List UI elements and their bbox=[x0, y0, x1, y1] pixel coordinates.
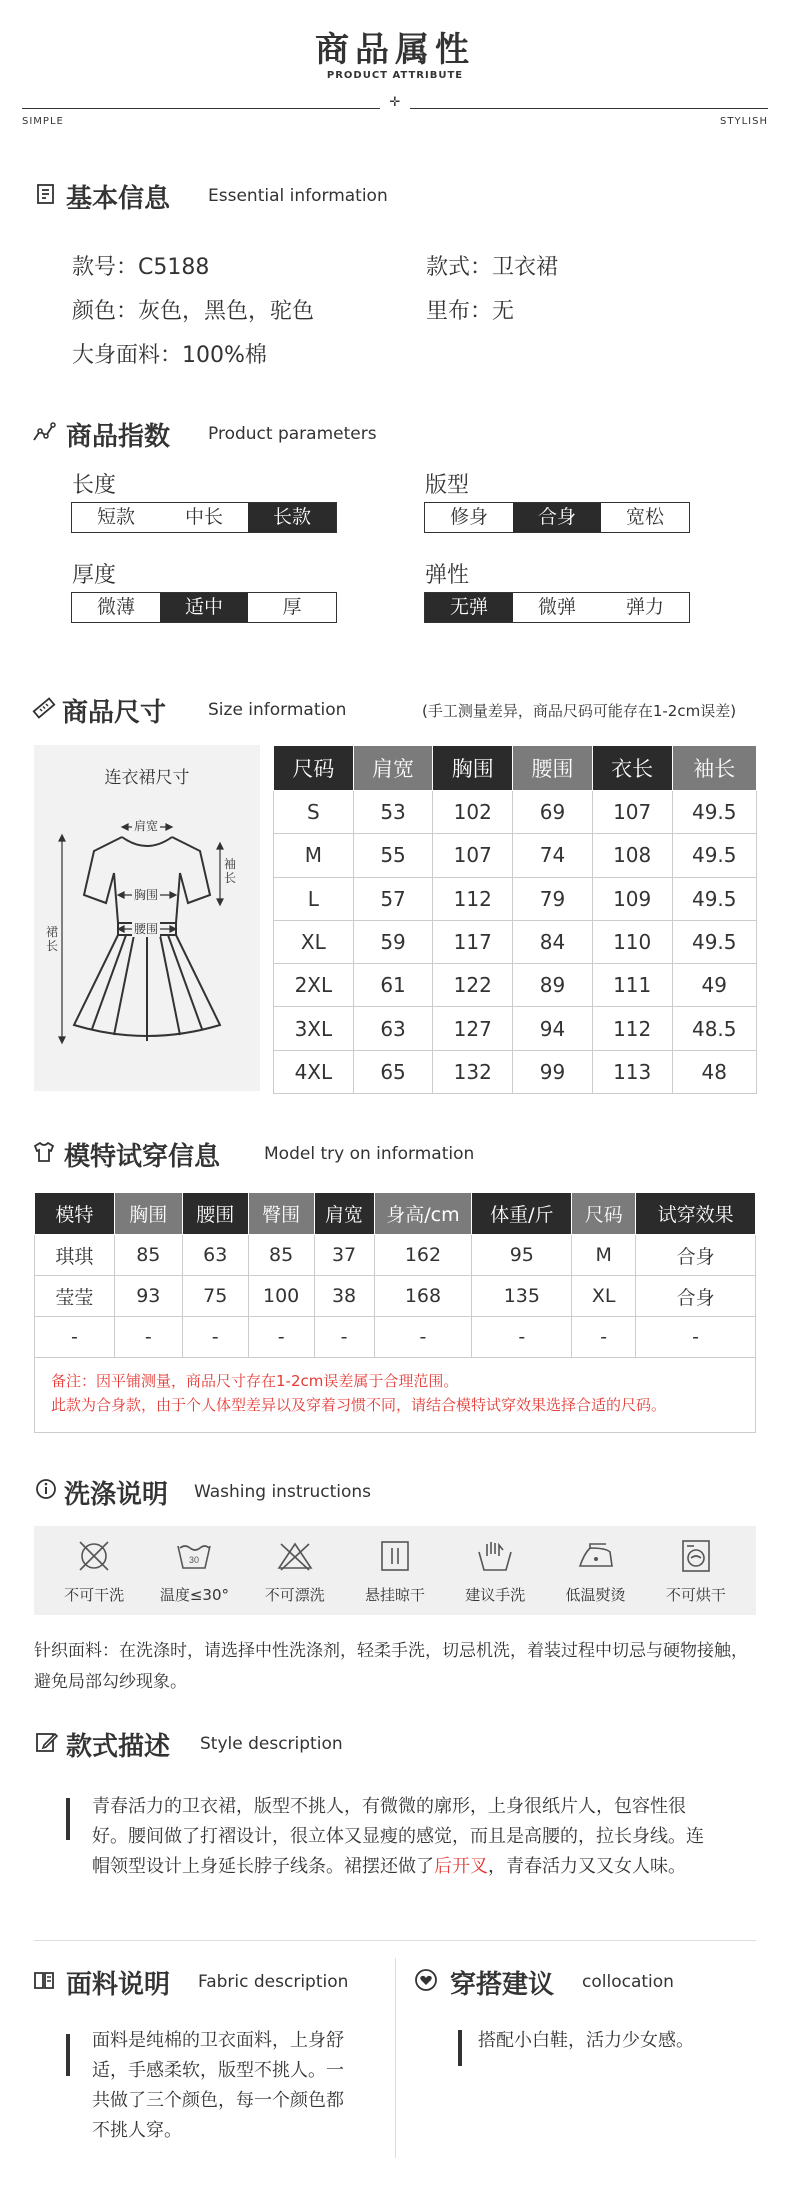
table-cell: 48.5 bbox=[672, 1007, 756, 1050]
header-divider-right bbox=[410, 108, 768, 109]
table-header-row bbox=[35, 1193, 756, 1235]
table-cell: 117 bbox=[433, 920, 513, 963]
table-cell: 95 bbox=[472, 1235, 572, 1276]
column-divider bbox=[395, 1958, 396, 2158]
table-cell: 55 bbox=[353, 834, 433, 877]
wash-item bbox=[553, 1536, 639, 1605]
label-length: 裙长 bbox=[46, 925, 59, 953]
model-table bbox=[34, 1192, 756, 1358]
table-cell: 111 bbox=[592, 964, 672, 1007]
table-row bbox=[35, 1276, 756, 1317]
wash-item bbox=[51, 1536, 137, 1605]
wash-icons-bar bbox=[34, 1526, 756, 1615]
label-shoulder: 肩宽 bbox=[134, 819, 159, 833]
document-icon bbox=[34, 182, 58, 206]
table-cell: - bbox=[572, 1317, 636, 1358]
table-cell: 102 bbox=[433, 791, 513, 834]
divider bbox=[34, 1940, 756, 1941]
param-option-selected: 合身 bbox=[513, 503, 601, 532]
table-cell: 110 bbox=[592, 920, 672, 963]
param-option: 微薄 bbox=[96, 596, 135, 618]
wash-item bbox=[151, 1536, 237, 1605]
wash-label: 不可干洗 bbox=[64, 1586, 125, 1604]
wash-label: 低温熨烫 bbox=[565, 1586, 626, 1604]
no-dryer-icon bbox=[676, 1536, 716, 1576]
param-option: 中长 bbox=[184, 506, 223, 528]
table-cell: 109 bbox=[592, 877, 672, 920]
wash-label: 不可漂洗 bbox=[264, 1586, 325, 1604]
table-cell: 79 bbox=[513, 877, 593, 920]
label-chest: 胸围 bbox=[134, 888, 159, 902]
table-cell: 38 bbox=[314, 1276, 374, 1317]
table-cell: 合身 bbox=[636, 1235, 756, 1276]
table-cell: 65 bbox=[353, 1050, 433, 1093]
table-cell: M bbox=[572, 1235, 636, 1276]
wash-label: 悬挂晾干 bbox=[364, 1586, 425, 1604]
table-cell: 48 bbox=[672, 1050, 756, 1093]
section-title-basic-en: Essential information bbox=[208, 186, 388, 206]
size-error-note: (手工测量差异，商品尺码可能存在1-2cm误差) bbox=[422, 702, 737, 720]
table-cell: 莹莹 bbox=[35, 1276, 115, 1317]
table-cell: - bbox=[636, 1317, 756, 1358]
table-cell: 74 bbox=[513, 834, 593, 877]
table-cell: 122 bbox=[433, 964, 513, 1007]
param-option-selected: 无弹 bbox=[425, 593, 513, 622]
wash-item bbox=[252, 1536, 338, 1605]
table-cell: XL bbox=[274, 920, 354, 963]
table-row bbox=[35, 1317, 756, 1358]
table-cell: 108 bbox=[592, 834, 672, 877]
edit-icon bbox=[34, 1730, 58, 1754]
table-cell: 85 bbox=[114, 1235, 182, 1276]
table-cell: 132 bbox=[433, 1050, 513, 1093]
table-cell: 2XL bbox=[274, 964, 354, 1007]
table-header: 腰围 bbox=[513, 746, 593, 791]
table-cell: 53 bbox=[353, 791, 433, 834]
book-icon bbox=[32, 1968, 56, 1992]
wash-item bbox=[653, 1536, 739, 1605]
table-cell: 100 bbox=[248, 1276, 314, 1317]
line-chart-icon bbox=[32, 420, 56, 444]
no-tumble-icon bbox=[74, 1536, 114, 1576]
table-cell: 127 bbox=[433, 1007, 513, 1050]
table-cell: L bbox=[274, 877, 354, 920]
table-header: 尺码 bbox=[572, 1193, 636, 1235]
note-line-1: 备注：因平铺测量，商品尺寸存在1-2cm误差属于合理范围。 bbox=[51, 1372, 459, 1390]
param-option: 微弹 bbox=[537, 596, 576, 618]
table-cell: 112 bbox=[433, 877, 513, 920]
lining-info: 里布：无 bbox=[426, 299, 515, 324]
quote-bar bbox=[66, 1798, 70, 1840]
diagram-title: 连衣裙尺寸 bbox=[104, 768, 190, 788]
table-header: 肩宽 bbox=[353, 746, 433, 791]
wash-label: 温度≤30° bbox=[159, 1586, 229, 1604]
table-cell: 37 bbox=[314, 1235, 374, 1276]
table-cell: 49 bbox=[672, 964, 756, 1007]
param-label-fit: 版型 bbox=[425, 473, 470, 498]
style-text-part: 青春活力的卫衣裙，版型不挑人，有微微的廓形，上身很纸片人，包容性很好。腰间做了打褶设计，很立体又显瘦的感觉，而且是高腰的，拉长身线。连帽领型设计上身延长脖子线条。裙摆还做了 bbox=[92, 1796, 704, 1877]
table-cell: 63 bbox=[353, 1007, 433, 1050]
section-title-fabric-en: Fabric description bbox=[198, 1972, 349, 1992]
table-cell: 94 bbox=[513, 1007, 593, 1050]
table-cell: 168 bbox=[374, 1276, 472, 1317]
table-cell: 112 bbox=[592, 1007, 672, 1050]
table-cell: 107 bbox=[592, 791, 672, 834]
section-title-style-en: Style description bbox=[200, 1734, 343, 1754]
table-header: 胸围 bbox=[433, 746, 513, 791]
size-table bbox=[273, 745, 757, 1094]
section-title-params: 商品指数 bbox=[66, 422, 171, 452]
washing-instructions-text: 针织面料：在洗涤时，请选择中性洗涤剂，轻柔手洗，切忌机洗，着装过程中切忌与硬物接触，避免局部勾纱现象。 bbox=[34, 1641, 748, 1692]
style-text-part: ，青春活力又又女人味。 bbox=[488, 1856, 686, 1877]
hand-wash-icon bbox=[475, 1536, 515, 1576]
label-sleeve: 袖长 bbox=[224, 857, 237, 885]
wash-item bbox=[452, 1536, 538, 1605]
param-bar-thickness bbox=[71, 592, 337, 623]
table-cell: 61 bbox=[353, 964, 433, 1007]
table-header: 模特 bbox=[35, 1193, 115, 1235]
table-header: 尺码 bbox=[274, 746, 354, 791]
table-cell: - bbox=[314, 1317, 374, 1358]
table-row bbox=[274, 1050, 757, 1093]
param-label-length: 长度 bbox=[72, 473, 117, 498]
table-cell: 3XL bbox=[274, 1007, 354, 1050]
table-cell: 75 bbox=[182, 1276, 248, 1317]
fabric-info: 大身面料：100%棉 bbox=[72, 343, 267, 368]
table-cell: 49.5 bbox=[672, 877, 756, 920]
table-cell: 113 bbox=[592, 1050, 672, 1093]
section-title-collocation: 穿搭建议 bbox=[450, 1970, 555, 2000]
table-cell: 89 bbox=[513, 964, 593, 1007]
table-header: 身高/cm bbox=[374, 1193, 472, 1235]
param-bar-fit bbox=[424, 502, 690, 533]
section-title-style: 款式描述 bbox=[66, 1732, 171, 1762]
table-row bbox=[274, 791, 757, 834]
table-cell: - bbox=[472, 1317, 572, 1358]
table-header: 体重/斤 bbox=[472, 1193, 572, 1235]
param-option: 短款 bbox=[96, 506, 135, 528]
section-title-size-en: Size information bbox=[208, 700, 347, 720]
param-option: 修身 bbox=[449, 506, 488, 528]
table-cell: 59 bbox=[353, 920, 433, 963]
collocation-text: 搭配小白鞋，活力少女感。 bbox=[478, 2030, 694, 2051]
table-header: 胸围 bbox=[114, 1193, 182, 1235]
table-cell: 49.5 bbox=[672, 791, 756, 834]
section-title-model-en: Model try on information bbox=[264, 1144, 475, 1164]
dress-outline-icon bbox=[34, 745, 260, 1091]
no-bleach-icon bbox=[275, 1536, 315, 1576]
table-cell: 49.5 bbox=[672, 834, 756, 877]
header-divider-left bbox=[22, 108, 380, 109]
plus-ornament-icon: ✛ bbox=[389, 95, 401, 110]
color-options: 颜色：灰色，黑色，驼色 bbox=[72, 299, 315, 324]
table-row bbox=[274, 834, 757, 877]
param-label-thickness: 厚度 bbox=[72, 563, 117, 588]
param-bar-elasticity bbox=[424, 592, 690, 623]
table-cell: 57 bbox=[353, 877, 433, 920]
wash-label: 不可烘干 bbox=[665, 1586, 726, 1604]
param-option-selected: 适中 bbox=[160, 593, 248, 622]
heart-circle-icon bbox=[414, 1968, 438, 1992]
quote-bar bbox=[458, 2030, 462, 2066]
table-cell: - bbox=[374, 1317, 472, 1358]
param-option: 厚 bbox=[282, 596, 302, 618]
table-header: 肩宽 bbox=[314, 1193, 374, 1235]
table-cell: 4XL bbox=[274, 1050, 354, 1093]
table-row bbox=[35, 1235, 756, 1276]
style-type: 款式：卫衣裙 bbox=[426, 255, 559, 280]
table-header: 袖长 bbox=[672, 746, 756, 791]
table-header: 试穿效果 bbox=[636, 1193, 756, 1235]
dress-size-diagram bbox=[34, 745, 260, 1091]
style-number: 款号：C5188 bbox=[72, 255, 210, 280]
info-icon bbox=[34, 1477, 58, 1501]
table-cell: 琪琪 bbox=[35, 1235, 115, 1276]
section-title-size: 商品尺寸 bbox=[62, 698, 167, 728]
iron-low-icon bbox=[576, 1536, 616, 1576]
section-title-params-en: Product parameters bbox=[208, 424, 377, 444]
param-option: 弹力 bbox=[625, 596, 664, 618]
section-title-collocation-en: collocation bbox=[582, 1972, 674, 1992]
table-header: 衣长 bbox=[592, 746, 672, 791]
table-cell: 162 bbox=[374, 1235, 472, 1276]
param-option-selected: 长款 bbox=[248, 503, 336, 532]
table-cell: 85 bbox=[248, 1235, 314, 1276]
table-cell: - bbox=[182, 1317, 248, 1358]
section-title-model: 模特试穿信息 bbox=[64, 1142, 221, 1172]
table-cell: 84 bbox=[513, 920, 593, 963]
table-header: 臀围 bbox=[248, 1193, 314, 1235]
table-header-row bbox=[274, 746, 757, 791]
table-cell: M bbox=[274, 834, 354, 877]
wash-label: 建议手洗 bbox=[465, 1586, 526, 1604]
table-cell: - bbox=[35, 1317, 115, 1358]
header-tag-right: STYLISH bbox=[720, 116, 768, 127]
wash-item bbox=[352, 1536, 438, 1605]
table-cell: 107 bbox=[433, 834, 513, 877]
table-cell: 69 bbox=[513, 791, 593, 834]
table-cell: - bbox=[248, 1317, 314, 1358]
style-description-text bbox=[92, 1792, 720, 1882]
table-cell: XL bbox=[572, 1276, 636, 1317]
section-title-fabric: 面料说明 bbox=[66, 1970, 171, 2000]
table-row bbox=[274, 877, 757, 920]
section-title-washing: 洗涤说明 bbox=[64, 1480, 169, 1510]
fabric-description-text: 面料是纯棉的卫衣面料，上身舒适，手感柔软，版型不挑人。一共做了三个颜色，每一个颜色都不挑人穿。 bbox=[92, 2030, 344, 2141]
page-subtitle: PRODUCT ATTRIBUTE bbox=[326, 70, 464, 81]
svg-text:30: 30 bbox=[189, 1555, 200, 1565]
table-cell: - bbox=[114, 1317, 182, 1358]
label-waist: 腰围 bbox=[134, 922, 159, 936]
table-cell: 93 bbox=[114, 1276, 182, 1317]
hang-dry-icon bbox=[375, 1536, 415, 1576]
tshirt-icon bbox=[32, 1140, 56, 1164]
param-bar-length bbox=[71, 502, 337, 533]
param-label-elasticity: 弹性 bbox=[425, 563, 470, 588]
table-row bbox=[274, 964, 757, 1007]
table-row bbox=[274, 1007, 757, 1050]
table-cell: 63 bbox=[182, 1235, 248, 1276]
param-option: 宽松 bbox=[625, 506, 664, 528]
model-note bbox=[34, 1357, 756, 1433]
table-cell: 合身 bbox=[636, 1276, 756, 1317]
quote-bar bbox=[66, 2034, 70, 2076]
table-cell: 49.5 bbox=[672, 920, 756, 963]
table-cell: 135 bbox=[472, 1276, 572, 1317]
table-header: 腰围 bbox=[182, 1193, 248, 1235]
header-tag-left: SIMPLE bbox=[22, 116, 64, 127]
table-cell: S bbox=[274, 791, 354, 834]
section-title-washing-en: Washing instructions bbox=[194, 1482, 372, 1502]
table-cell: 99 bbox=[513, 1050, 593, 1093]
section-title-basic: 基本信息 bbox=[66, 184, 171, 214]
table-row bbox=[274, 920, 757, 963]
wash-30-icon bbox=[174, 1536, 214, 1576]
note-line-2: 此款为合身款，由于个人体型差异以及穿着习惯不同，请结合模特试穿效果选择合适的尺码。 bbox=[51, 1396, 667, 1414]
page-title: 商品属性 bbox=[315, 30, 475, 70]
ruler-icon bbox=[32, 696, 56, 720]
style-text-highlight: 后开叉 bbox=[434, 1856, 488, 1877]
